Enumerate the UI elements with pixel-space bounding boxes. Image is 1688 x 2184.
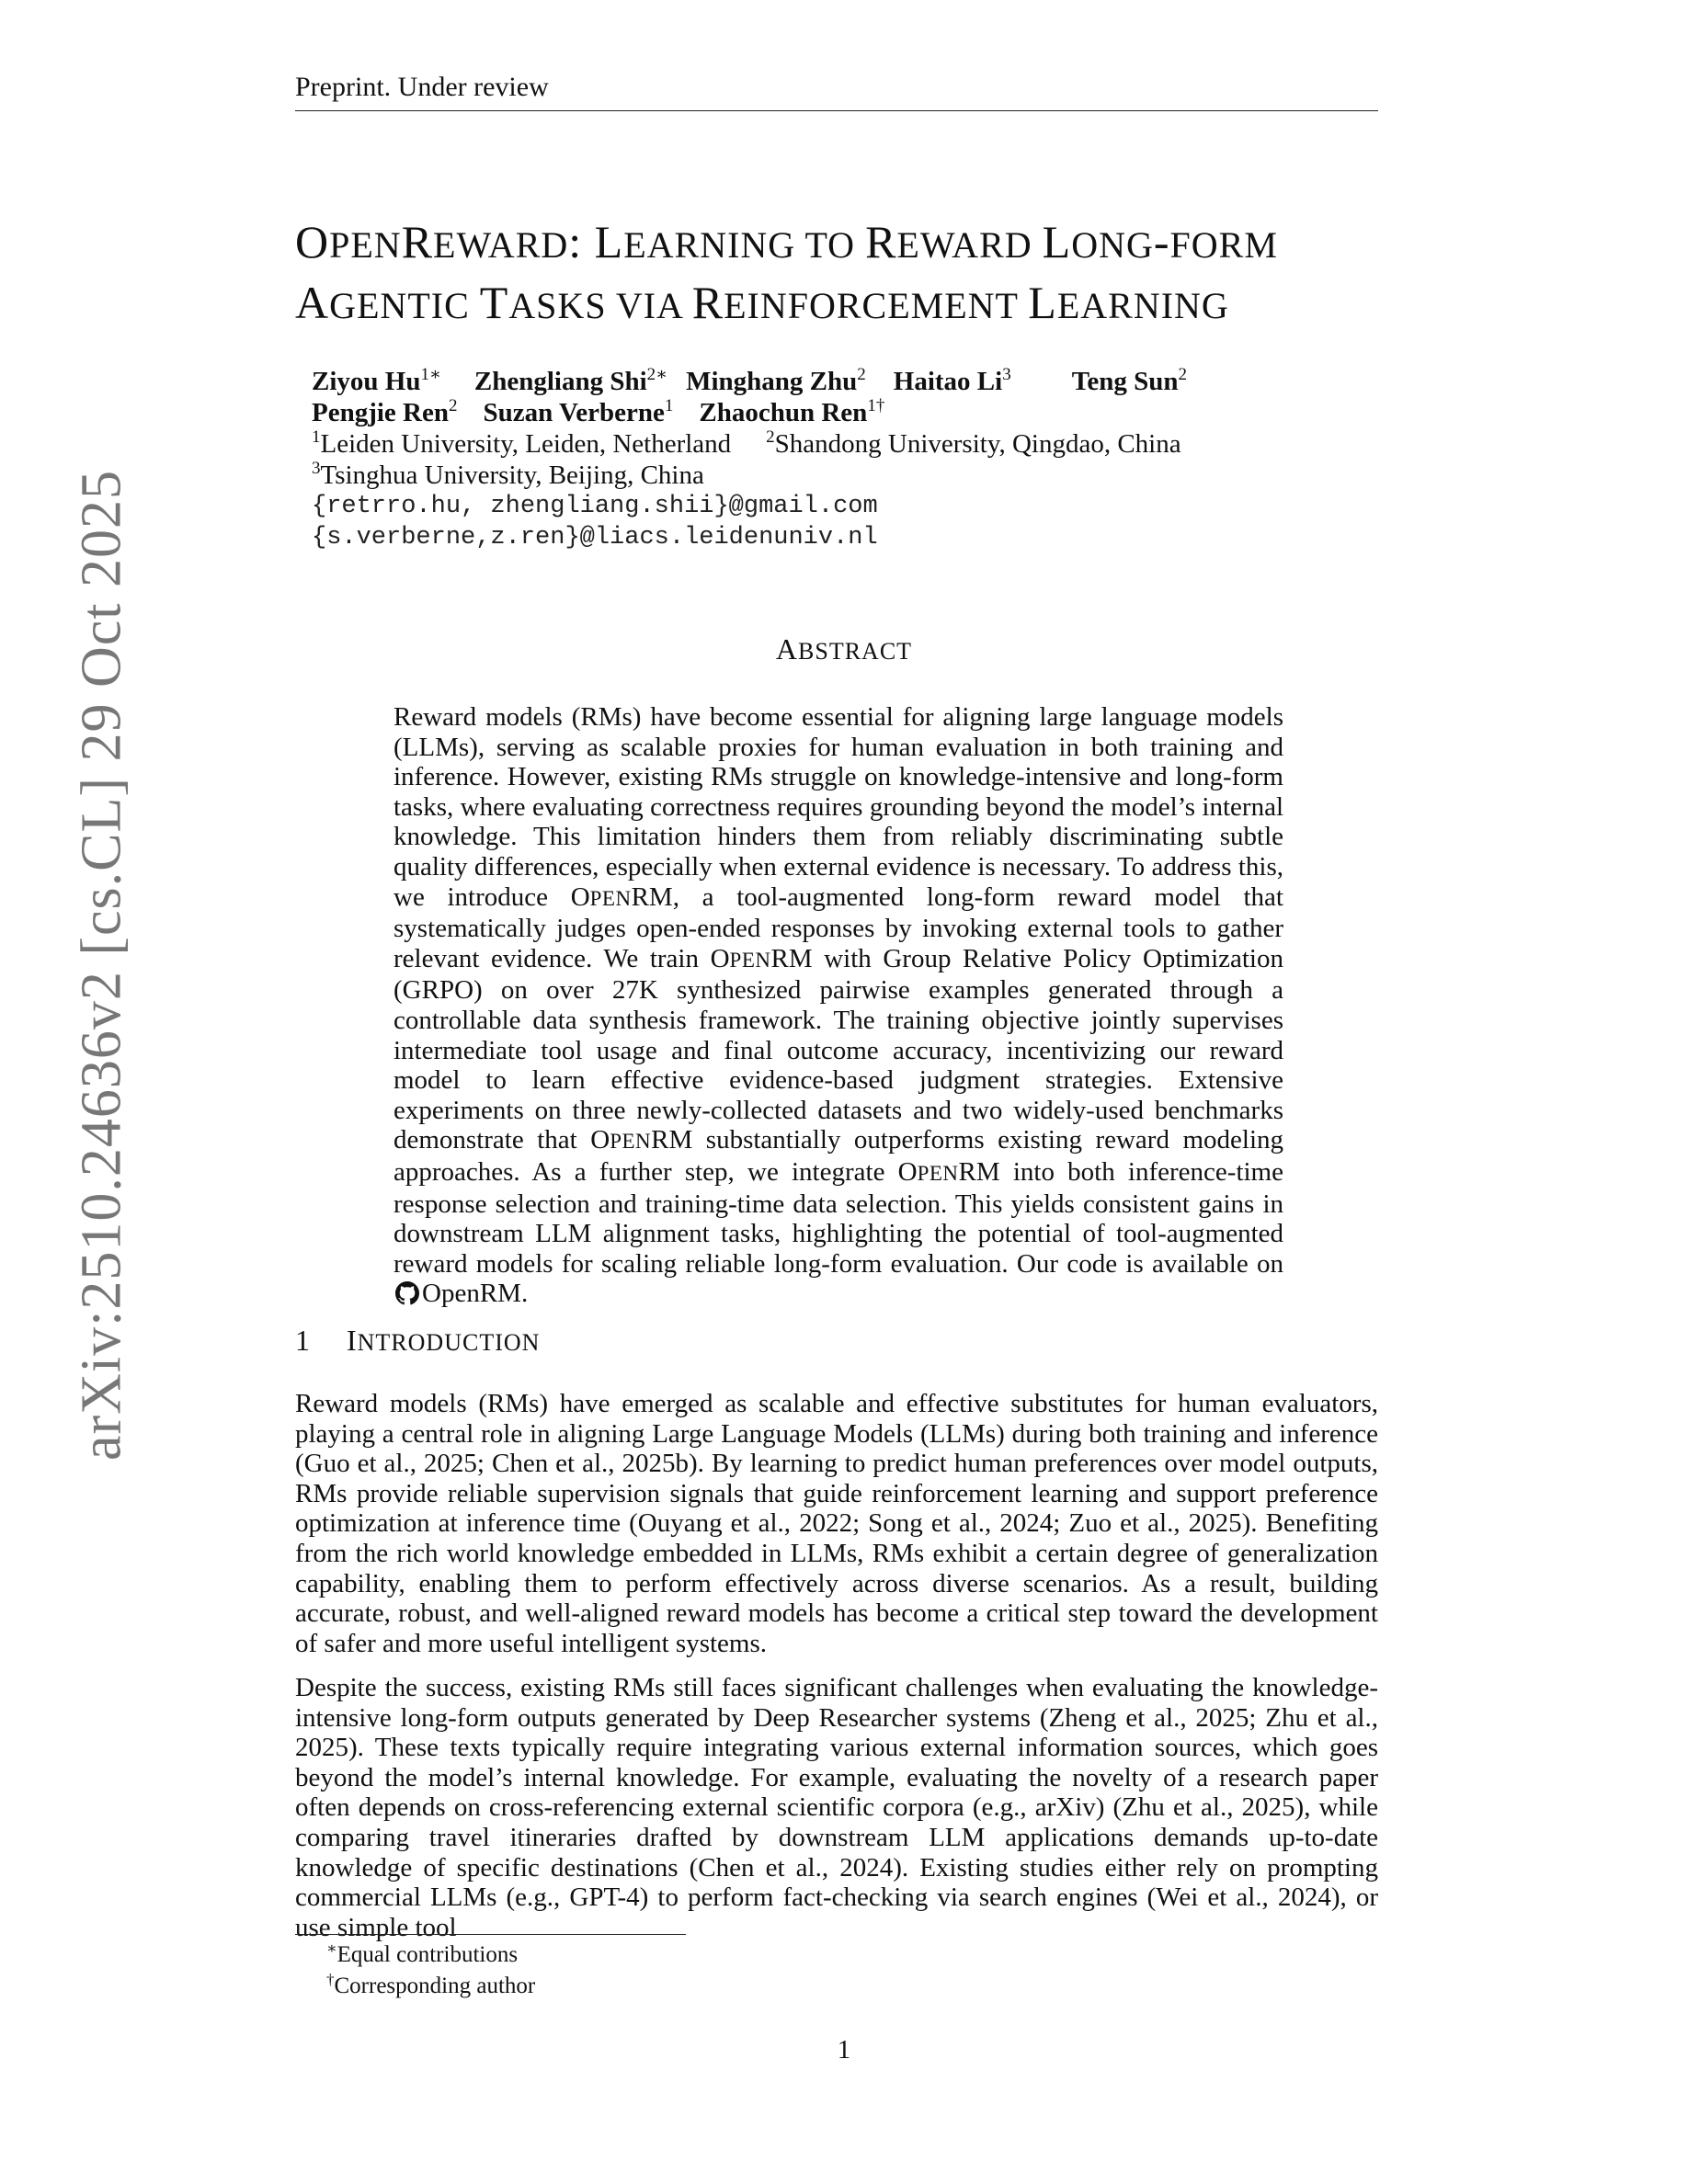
github-icon[interactable] <box>395 1281 419 1305</box>
footnotes <box>326 1939 535 2002</box>
model-name: OPENRM <box>897 1156 1000 1187</box>
abstract-end: . <box>520 1279 529 1309</box>
abstract-text: Reward models (RMs) have become essential for aligning large language models (LLMs), serving as scalable proxies for human evaluation in both training and inference. However, existing RMs struggle on knowledge-intensive and long-form tasks, where evaluating correctness requires grounding beyond the model’s internal knowledge. This limitation hinders them from reliably discriminating subtle quality differences, especially when external evidence is necessary. To address this, we introduce <box>393 702 1283 912</box>
author-affiliation-mark: 2 <box>449 396 458 415</box>
author-line-2 <box>312 397 1397 428</box>
affiliation-mark: 1 <box>312 427 321 447</box>
footnote-rule <box>295 1934 686 1935</box>
author-block <box>312 366 1397 553</box>
title-part: EARNING TO <box>623 224 866 266</box>
title-part: PEN <box>329 224 402 266</box>
author-affiliation-mark: 2 <box>857 365 866 384</box>
author-name: Zhengliang Shi <box>473 367 647 396</box>
title-part: GENTIC <box>329 285 480 326</box>
title-part: : L <box>568 216 624 267</box>
title-part: L <box>1042 216 1072 267</box>
title-part: O <box>295 216 330 267</box>
author-affiliation-mark: 3 <box>1002 365 1011 384</box>
author-affiliation-mark: 1 <box>664 396 674 415</box>
section-title-cap: I <box>347 1324 358 1357</box>
model-name: OPENRM <box>570 882 673 912</box>
abstract-text: substantially outperforms existing reward modeling approaches. As a further step, we integrate <box>393 1125 1284 1187</box>
title-line-2 <box>295 274 1398 335</box>
abstract-heading-cap: A <box>775 632 799 665</box>
title-part: - <box>1153 216 1170 267</box>
affiliation-text: Tsinghua University, Beijing, China <box>320 461 704 490</box>
page-number: 1 <box>837 2035 851 2065</box>
title-part: EWARD <box>433 224 569 266</box>
footnote-text: Equal contributions <box>336 1942 519 1967</box>
title-part: EWARD <box>896 224 1043 266</box>
abstract-text: , a tool-augmented long-form reward model that systematically judges open-ended responses by invoking external tools to gather relevant evidence. We train <box>393 882 1283 973</box>
abstract-text: with Group Relative Policy Optimization (GRPO) on over 27K synthesized pairwise examples generated through a controllable data synthesis framework. The training objective jointly supervises intermediate tool usage and final outcome accuracy, incentivizing our reward model to learn effective evidence-based judgment strategies. Extensive experiments on three newly-collected datasets and two widely-used benchmarks demonstrate that <box>393 943 1283 1155</box>
title-part: ASKS VIA <box>508 285 692 326</box>
title-line-1 <box>295 213 1398 274</box>
title-part: T <box>479 277 509 328</box>
title-part: EARNING <box>1056 285 1229 326</box>
running-header: Preprint. Under review <box>295 72 1378 111</box>
model-name: OPENRM <box>590 1125 693 1155</box>
title-part: FORM <box>1169 224 1278 266</box>
abstract-text: into both inference-time response selection and training-time data selection. This yields consistent gains in downstream LLM alignment tasks, highlighting the potential of tool-augmented reward models for scaling reliable long-form evaluation. Our code is available on <box>393 1156 1283 1279</box>
title-part: ONG <box>1071 224 1154 266</box>
paper-title <box>295 213 1398 335</box>
section-number: 1 <box>295 1324 311 1357</box>
footnote-mark: † <box>326 1971 335 1988</box>
email-line[interactable]: {retrro.hu, zhengliang.shii}@gmail.com <box>312 493 878 520</box>
title-part: R <box>865 216 897 267</box>
email-line[interactable]: {s.verberne,z.ren}@liacs.leidenuniv.nl <box>312 524 878 552</box>
body-paragraph: Reward models (RMs) have emerged as scalable and effective substitutes for human evaluators, playing a central role in aligning Large Language Models (LLMs) during both training and inference (Guo et al., 2025; Chen et al., 2025b). By learning to predict human preferences over model outputs, RMs provide reliable supervision signals that guide reinforcement learning and support preference optimization at inference time (Ouyang et al., 2022; Song et al., 2024; Zuo et al., 2025). Benefiting from the rich world knowledge embedded in LLMs, RMs exhibit a certain degree of generalization capability, enabling them to perform effectively across diverse scenarios. As a result, building accurate, robust, and well-aligned reward models has become a critical step toward the development of safer and more useful intelligent systems. <box>295 1389 1378 1658</box>
title-part: L <box>1028 277 1057 328</box>
title-part: EINFORCEMENT <box>724 285 1029 326</box>
author-name: Pengjie Ren <box>312 398 449 427</box>
author-affiliation-mark: 1† <box>867 396 885 415</box>
abstract-heading <box>0 632 1688 666</box>
abstract-heading-rest: BSTRACT <box>798 638 913 665</box>
footnote-text: Corresponding author <box>334 1974 536 1998</box>
title-part: A <box>295 277 330 328</box>
model-name: OPENRM <box>710 943 813 973</box>
section-title-rest: NTRODUCTION <box>357 1329 541 1356</box>
author-name: Minghang Zhu <box>686 367 858 396</box>
affiliation-line-2 <box>312 460 1397 491</box>
author-line-1 <box>312 366 1397 397</box>
author-affiliation-mark: 1∗ <box>420 365 441 384</box>
title-part: R <box>401 216 434 267</box>
author-name: Teng Sun <box>1071 367 1179 396</box>
abstract-body <box>393 702 1283 1309</box>
affiliation-mark: 2 <box>766 427 775 447</box>
affiliation-text: Leiden University, Leiden, Netherland <box>320 429 732 459</box>
affiliation-mark: 3 <box>312 459 321 478</box>
footnote <box>326 1971 535 2002</box>
section-heading <box>295 1324 540 1358</box>
author-name: Haitao Li <box>893 367 1003 396</box>
footnote <box>326 1939 535 1971</box>
body-paragraph: Despite the success, existing RMs still faces significant challenges when evaluating the knowledge-intensive long-form outputs generated by Deep Researcher systems (Zheng et al., 2025; Zhu et al., 2025). These texts typically require integrating various external information sources, which goes beyond the model’s internal knowledge. For example, evaluating the novelty of a research paper often depends on cross-referencing external scientific corpora (e.g., arXiv) (Zhu et al., 2025), while comparing travel itineraries drafted by downstream LLM applications demands up-to-date knowledge of specific destinations (Chen et al., 2024). Existing studies either rely on prompting commercial LLMs (e.g., GPT-4) to perform fact-checking via search engines (Wei et al., 2024), or use simple tool <box>295 1673 1378 1942</box>
author-name: Suzan Verberne <box>483 398 665 427</box>
author-affiliation-mark: 2∗ <box>646 365 668 384</box>
title-part: R <box>691 277 724 328</box>
affiliation-line-1 <box>312 428 1397 460</box>
author-name: Ziyou Hu <box>312 367 421 396</box>
author-name: Zhaochun Ren <box>699 398 868 427</box>
affiliation-text: Shandong University, Qingdao, China <box>774 429 1181 459</box>
code-link[interactable]: OpenRM <box>422 1279 521 1309</box>
footnote-mark: ∗ <box>326 1939 337 1957</box>
author-affiliation-mark: 2 <box>1178 365 1188 384</box>
arxiv-identifier-stamp: arXiv:2510.24636v2 [cs.CL] 29 Oct 2025 <box>70 469 133 1462</box>
